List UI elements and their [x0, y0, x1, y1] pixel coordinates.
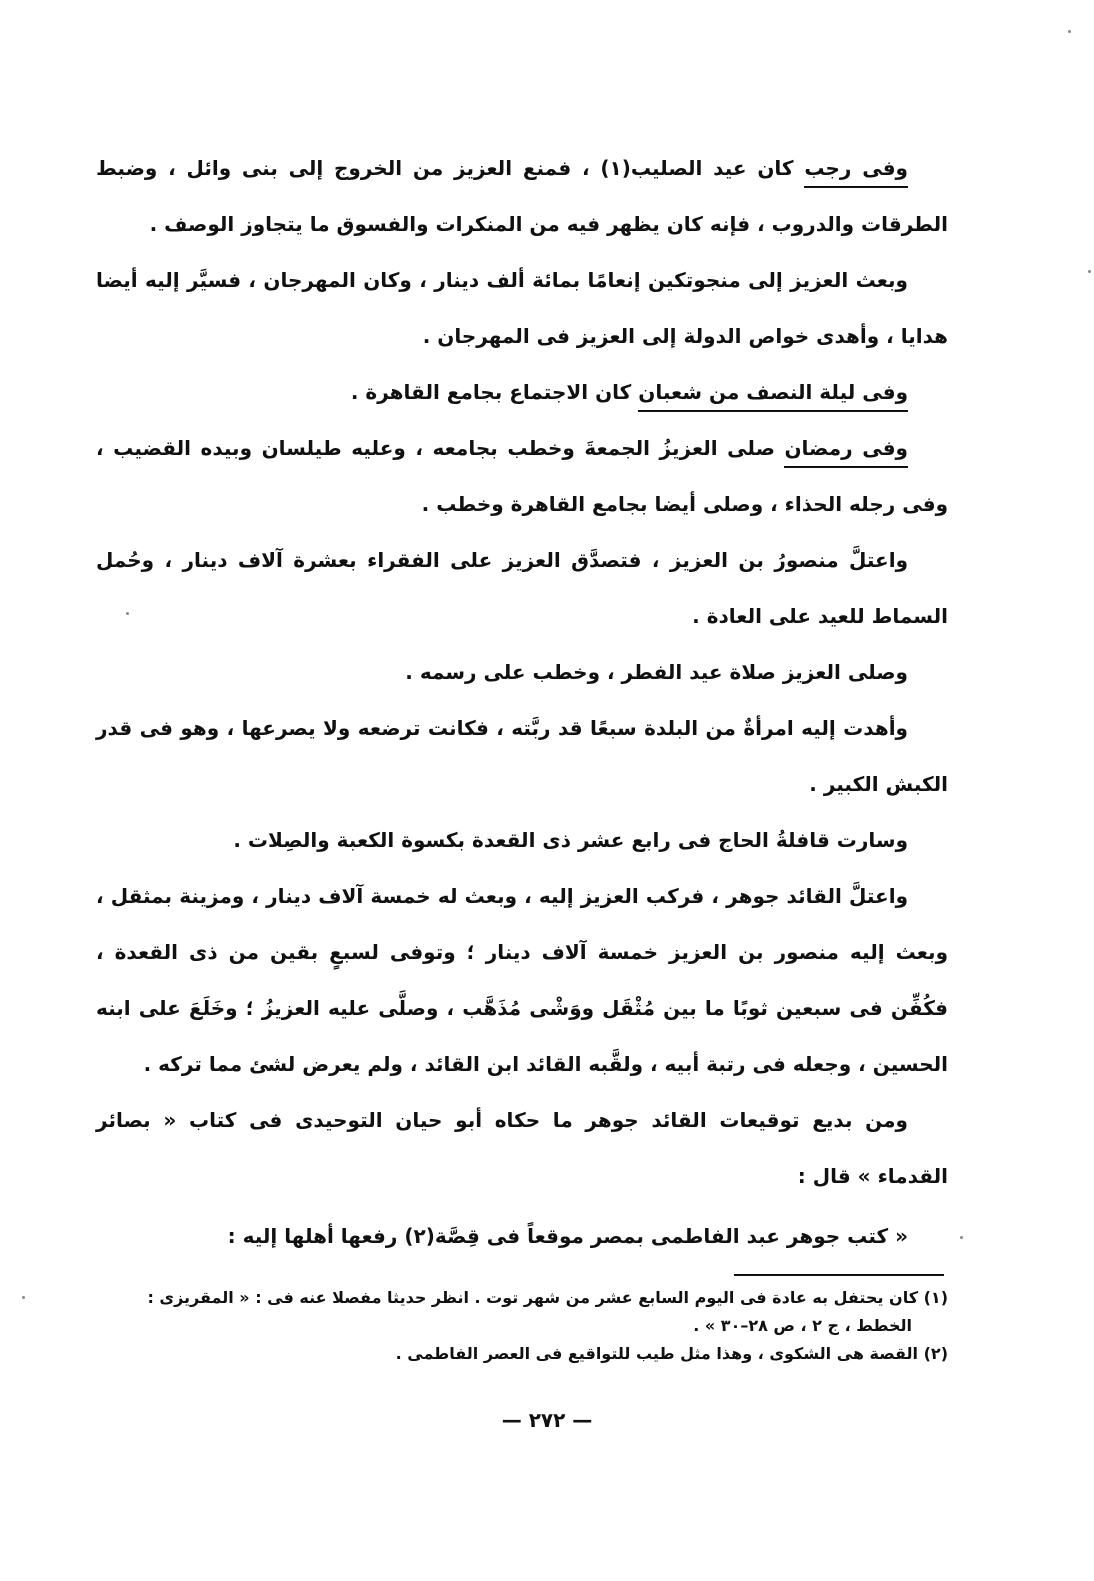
scan-speck — [960, 1236, 963, 1239]
paragraph-text: واعتلَّ القائد جوهر ، فركب العزيز إليه ، وبعث له خمسة آلاف دينار ، ومزينة بمثقل ، وبعث إليه منصور بن العزيز خمسة آلاف دينار ؛ وتوفى لسبعٍ بقين من ذى القعدة ، فكُفِّن فى سبعين ثوبًا ما بين مُثْقَل ووَشْى مُذَهَّب ، وصلَّى عليه العزيزُ ؛ وخَلَعَ على ابنه الحسين ، وجعله فى رتبة أبيه ، ولقَّبه القائد ابن القائد ، ولم يعرض لشئ مما تركه . — [96, 884, 948, 1076]
paragraph-lead: وفى رجب — [804, 156, 908, 188]
footnote-text: القصة هى الشكوى ، وهذا مثل طيب للتواقيع فى العصر الفاطمى . — [395, 1344, 919, 1363]
paragraph-9 — [96, 868, 948, 1092]
paragraph-text: ومن بديع توقيعات القائد جوهر ما حكاه أبو حيان التوحيدى فى كتاب « بصائر القدماء » قال : — [96, 1108, 948, 1188]
paragraph-text: وبعث العزيز إلى منجوتكين إنعامًا بمائة ألف دينار ، وكان المهرجان ، فسيَّر إليه أيضا هدايا ، وأهدى خواص الدولة إلى العزيز فى المهرجان . — [96, 268, 948, 348]
paragraph-text: كان الاجتماع بجامع القاهرة . — [350, 380, 639, 404]
paragraph-text: وأهدت إليه امرأةٌ من البلدة سبعًا قد ربَّته ، فكانت ترضعه ولا يصرعها ، وهو فى قدر الكبش الكبير . — [96, 716, 948, 796]
footnote-text: كان يحتفل به عادة فى اليوم السابع عشر من شهر توت . انظر حديثا مفصلا عنه فى : « المقريزى : الخطط ، ج ٢ ، ص ٢٨–٣٠ » . — [147, 1288, 919, 1335]
footnote-2 — [96, 1340, 948, 1368]
paragraph-text: وسارت قافلةُ الحاج فى رابع عشر ذى القعدة بكسوة الكعبة والصِلات . — [233, 828, 908, 852]
scan-speck — [1068, 30, 1071, 33]
paragraph-text: واعتلَّ منصورُ بن العزيز ، فتصدَّق العزيز على الفقراء بعشرة آلاف دينار ، وحُمل السماط للعيد على العادة . — [96, 548, 948, 628]
paragraph-text: صلى العزيزُ الجمعةَ وخطب بجامعه ، وعليه طيلسان وبيده القضيب ، وفى رجله الحذاء ، وصلى أيضا بجامع القاهرة وخطب . — [96, 436, 948, 516]
paragraph-5 — [96, 532, 948, 644]
paragraph-7 — [96, 700, 948, 812]
paragraph-lead: وفى ليلة النصف من شعبان — [638, 380, 908, 412]
page-number: — ٢٧٢ — — [501, 1408, 593, 1432]
paragraph-6 — [96, 644, 948, 700]
paragraph-3 — [96, 364, 948, 420]
quote-line: « كتب جوهر عبد الفاطمى بمصر موقعاً فى قِصَّة(٢) رفعها أهلها إليه : — [227, 1224, 908, 1248]
main-text — [96, 140, 948, 1204]
footnote-number: (٢) — [923, 1344, 948, 1363]
footnote-divider — [734, 1274, 944, 1276]
paragraph-1 — [96, 140, 948, 252]
footnotes — [96, 1284, 948, 1368]
scan-speck — [22, 1296, 25, 1299]
scan-speck — [1088, 270, 1091, 273]
paragraph-8 — [96, 812, 948, 868]
paragraph-2 — [96, 252, 948, 364]
paragraph-lead: وفى رمضان — [784, 436, 908, 468]
footnote-number: (١) — [923, 1288, 948, 1307]
scan-speck — [126, 612, 129, 615]
paragraph-4 — [96, 420, 948, 532]
paragraph-text: وصلى العزيز صلاة عيد الفطر ، وخطب على رسمه . — [405, 660, 908, 684]
paragraph-text: كان عيد الصليب(١) ، فمنع العزيز من الخروج إلى بنى وائل ، وضبط الطرقات والدروب ، فإنه كان يظهر فيه من المنكرات والفسوق ما يتجاوز الوصف . — [96, 156, 948, 236]
paragraph-10 — [96, 1092, 948, 1204]
footnote-1 — [96, 1284, 948, 1340]
